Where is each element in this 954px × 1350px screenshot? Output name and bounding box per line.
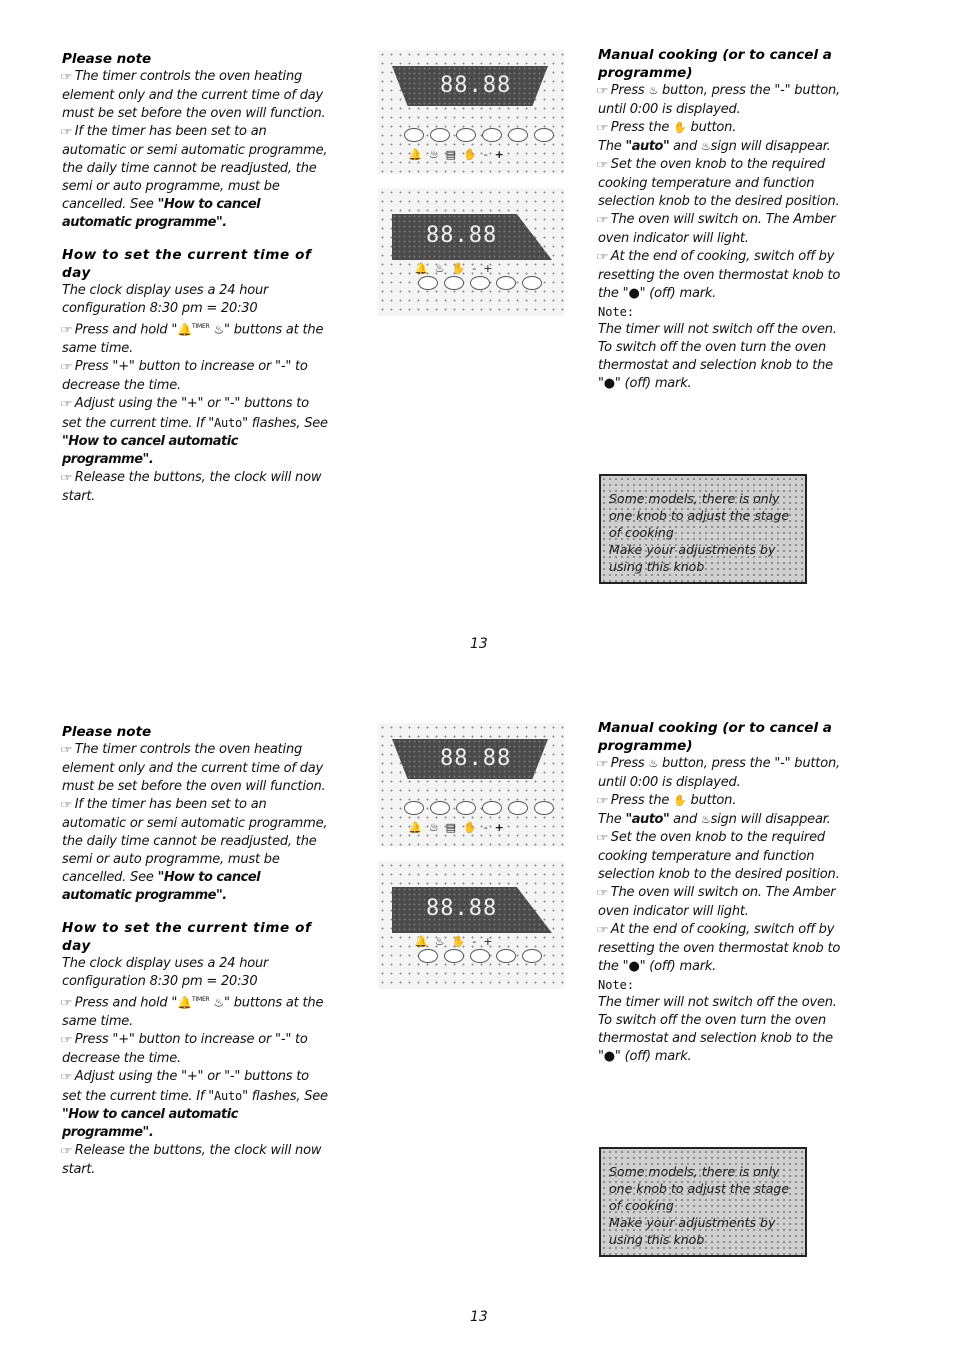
pointing-hand-icon: [596, 922, 608, 940]
round-button: [508, 801, 528, 815]
pointing-hand-icon: [60, 1069, 72, 1087]
pointing-hand-icon: [596, 830, 608, 848]
timer-panel-illustration: [378, 723, 564, 847]
please-note-para-1: ☞The timer controls the oven heating element only and the current time of day must be set before the oven will function.: [62, 68, 332, 123]
pointing-hand-icon: [596, 885, 608, 903]
manual-step-2: ☞Press the ✋ button.: [598, 119, 844, 138]
pan-icon: ♨: [648, 84, 659, 97]
round-button: [470, 949, 490, 963]
hand-icon: ✋: [673, 121, 687, 134]
info-line: of cooking: [609, 1198, 674, 1213]
round-button: [430, 801, 450, 815]
bell-icon: 🔔: [177, 322, 192, 337]
left-column: [62, 723, 332, 1179]
timer-panel-illustration: [378, 50, 564, 174]
round-button: [522, 276, 542, 290]
pointing-hand-icon: [596, 120, 608, 138]
button-row: [418, 276, 542, 290]
please-note-heading: Please note: [62, 724, 152, 740]
hand-icon: ✋: [462, 148, 477, 161]
set-time-step-3: ☞Adjust using the "+" or "-" buttons to set the current time. If "Auto" flashes, See "How to cancel automatic programme".: [62, 395, 332, 469]
round-button: [404, 801, 424, 815]
single-knob-info-box: [599, 474, 807, 584]
display-value: 88.88: [440, 746, 512, 771]
round-button: [482, 128, 502, 142]
info-line: using this knob: [609, 1232, 705, 1247]
bell-icon: 🔔: [177, 995, 192, 1010]
pointing-hand-icon: [60, 396, 72, 414]
set-time-step-4: ☞Release the buttons, the clock will now start.: [62, 1142, 332, 1179]
note-text: The timer will not switch off the oven. To switch off the oven turn the oven thermostat and selection knob to the "●" (off) mark.: [598, 995, 837, 1064]
pointing-hand-icon: [60, 124, 72, 142]
pointing-hand-icon: [60, 359, 72, 377]
set-time-step-1: ☞Press and hold "🔔$^{TIMER}$ ♨" buttons at the same time.: [62, 991, 332, 1031]
round-button: [418, 949, 438, 963]
manual-step-3: The "auto" and ♨sign will disappear.: [598, 812, 831, 827]
please-note-heading: Please note: [62, 51, 152, 67]
please-note-para-1: ☞The timer controls the oven heating element only and the current time of day must be set before the oven will function.: [62, 741, 332, 796]
pan-icon: ♨: [213, 995, 225, 1010]
set-time-step-2: ☞Press "+" button to increase or "-" to decrease the time.: [62, 1031, 332, 1068]
button-row: [404, 128, 554, 142]
manual-cooking-heading: Manual cooking (or to cancel a programme): [598, 47, 832, 81]
set-time-step-4: ☞Release the buttons, the clock will now start.: [62, 469, 332, 506]
right-column: [598, 719, 844, 1066]
please-note-para-2: ☞If the timer has been set to an automatic or semi automatic programme, the daily time cannot be readjusted, the semi or auto programme, must be cancelled. See "How to cancel automatic programme".: [62, 123, 332, 232]
info-line: of cooking: [609, 525, 674, 540]
timer-panel-illustration-2: [378, 861, 564, 989]
set-time-step-2: ☞Press "+" button to increase or "-" to decrease the time.: [62, 358, 332, 395]
minus-label: -: [472, 935, 477, 948]
note-label: Note:: [598, 305, 635, 319]
round-button: [456, 128, 476, 142]
page-number: 13: [470, 1309, 488, 1325]
round-button: [496, 949, 516, 963]
info-line: Some models, there is only: [609, 1164, 780, 1179]
round-button: [430, 128, 450, 142]
round-button: [496, 276, 516, 290]
round-button: [444, 276, 464, 290]
bell-icon: 🔔: [414, 935, 428, 948]
please-note-para-2: ☞If the timer has been set to an automatic or semi automatic programme, the daily time cannot be readjusted, the semi or auto programme, must be cancelled. See "How to cancel automatic programme".: [62, 796, 332, 905]
pointing-hand-icon: [60, 470, 72, 488]
pointing-hand-icon: [596, 212, 608, 230]
pan-icon: ♨: [428, 148, 439, 161]
pointing-hand-icon: [596, 83, 608, 101]
hand-icon: ✋: [462, 821, 477, 834]
plus-label: +: [494, 821, 504, 834]
round-button: [534, 128, 554, 142]
round-button: [534, 801, 554, 815]
button-row: [418, 949, 542, 963]
icon-row: [408, 148, 504, 161]
right-column: [598, 46, 844, 393]
round-button: [470, 276, 490, 290]
pan-icon: ♨: [434, 262, 445, 275]
manual-step-3: The "auto" and ♨sign will disappear.: [598, 139, 831, 154]
manual-step-6: ☞At the end of cooking, switch off by resetting the oven thermostat knob to the "●" (off) mark.: [598, 921, 844, 976]
display-value: 88.88: [426, 896, 498, 921]
round-button: [444, 949, 464, 963]
pan-icon: ♨: [213, 322, 225, 337]
set-time-intro: The clock display uses a 24 hour configuration 8:30 pm = 20:30: [62, 283, 269, 316]
pointing-hand-icon: [596, 249, 608, 267]
pan-icon: ♨: [700, 813, 711, 826]
left-column: [62, 50, 332, 506]
plus-label: +: [494, 148, 504, 161]
info-line: Make your adjustments by: [609, 1215, 776, 1230]
bell-icon: 🔔: [414, 262, 428, 275]
pointing-hand-icon: [596, 157, 608, 175]
pan-icon: ♨: [700, 140, 711, 153]
oven-icon: ▤: [445, 148, 456, 161]
button-row: [404, 801, 554, 815]
pointing-hand-icon: [60, 69, 72, 87]
note-text: The timer will not switch off the oven. To switch off the oven turn the oven thermostat and selection knob to the "●" (off) mark.: [598, 322, 837, 391]
pointing-hand-icon: [60, 995, 72, 1013]
info-line: Some models, there is only: [609, 491, 780, 506]
manual-step-1: ☞Press ♨ button, press the "-" button, until 0:00 is displayed.: [598, 82, 844, 119]
page-number: 13: [470, 636, 488, 652]
pan-icon: ♨: [648, 757, 659, 770]
plus-label: +: [483, 935, 493, 948]
manual-step-4: ☞Set the oven knob to the required cooking temperature and function selection knob to the desired position.: [598, 156, 844, 211]
round-button: [418, 276, 438, 290]
info-line: using this knob: [609, 559, 705, 574]
pointing-hand-icon: [60, 742, 72, 760]
hand-icon: ✋: [673, 794, 687, 807]
manual-step-5: ☞The oven will switch on. The Amber oven indicator will light.: [598, 211, 844, 248]
round-button: [456, 801, 476, 815]
minus-label: -: [483, 148, 488, 161]
icon-row: [414, 935, 492, 948]
oven-icon: ▤: [445, 821, 456, 834]
round-button: [522, 949, 542, 963]
bell-icon: 🔔: [408, 148, 422, 161]
info-line: Make your adjustments by: [609, 542, 776, 557]
pointing-hand-icon: [60, 1032, 72, 1050]
plus-label: +: [483, 262, 493, 275]
manual-step-2: ☞Press the ✋ button.: [598, 792, 844, 811]
bell-icon: 🔔: [408, 821, 422, 834]
round-button: [404, 128, 424, 142]
timer-panel-illustration-2: [378, 188, 564, 316]
display-value: 88.88: [440, 73, 512, 98]
minus-label: -: [472, 262, 477, 275]
set-time-heading: How to set the current time of day: [62, 247, 312, 281]
pointing-hand-icon: [60, 322, 72, 340]
manual-cooking-heading: Manual cooking (or to cancel a programme): [598, 720, 832, 754]
manual-step-1: ☞Press ♨ button, press the "-" button, until 0:00 is displayed.: [598, 755, 844, 792]
pointing-hand-icon: [596, 793, 608, 811]
hand-icon: ✋: [451, 935, 466, 948]
set-time-intro: The clock display uses a 24 hour configuration 8:30 pm = 20:30: [62, 956, 269, 989]
pan-icon: ♨: [434, 935, 445, 948]
single-knob-info-box: [599, 1147, 807, 1257]
pointing-hand-icon: [60, 1143, 72, 1161]
hand-icon: ✋: [451, 262, 466, 275]
manual-step-5: ☞The oven will switch on. The Amber oven indicator will light.: [598, 884, 844, 921]
set-time-step-3: ☞Adjust using the "+" or "-" buttons to set the current time. If "Auto" flashes, See "How to cancel automatic programme".: [62, 1068, 332, 1142]
display-value: 88.88: [426, 223, 498, 248]
manual-step-4: ☞Set the oven knob to the required cooking temperature and function selection knob to the desired position.: [598, 829, 844, 884]
round-button: [508, 128, 528, 142]
icon-row: [408, 821, 504, 834]
pointing-hand-icon: [596, 756, 608, 774]
pan-icon: ♨: [428, 821, 439, 834]
info-line: one knob to adjust the stage: [609, 508, 790, 523]
page-copy-bottom: [0, 673, 954, 1348]
pointing-hand-icon: [60, 797, 72, 815]
set-time-step-1: ☞Press and hold "🔔$^{TIMER}$ ♨" buttons at the same time.: [62, 318, 332, 358]
set-time-heading: How to set the current time of day: [62, 920, 312, 954]
info-line: one knob to adjust the stage: [609, 1181, 790, 1196]
note-label: Note:: [598, 978, 635, 992]
icon-row: [414, 262, 492, 275]
manual-step-6: ☞At the end of cooking, switch off by resetting the oven thermostat knob to the "●" (off) mark.: [598, 248, 844, 303]
round-button: [482, 801, 502, 815]
minus-label: -: [483, 821, 488, 834]
